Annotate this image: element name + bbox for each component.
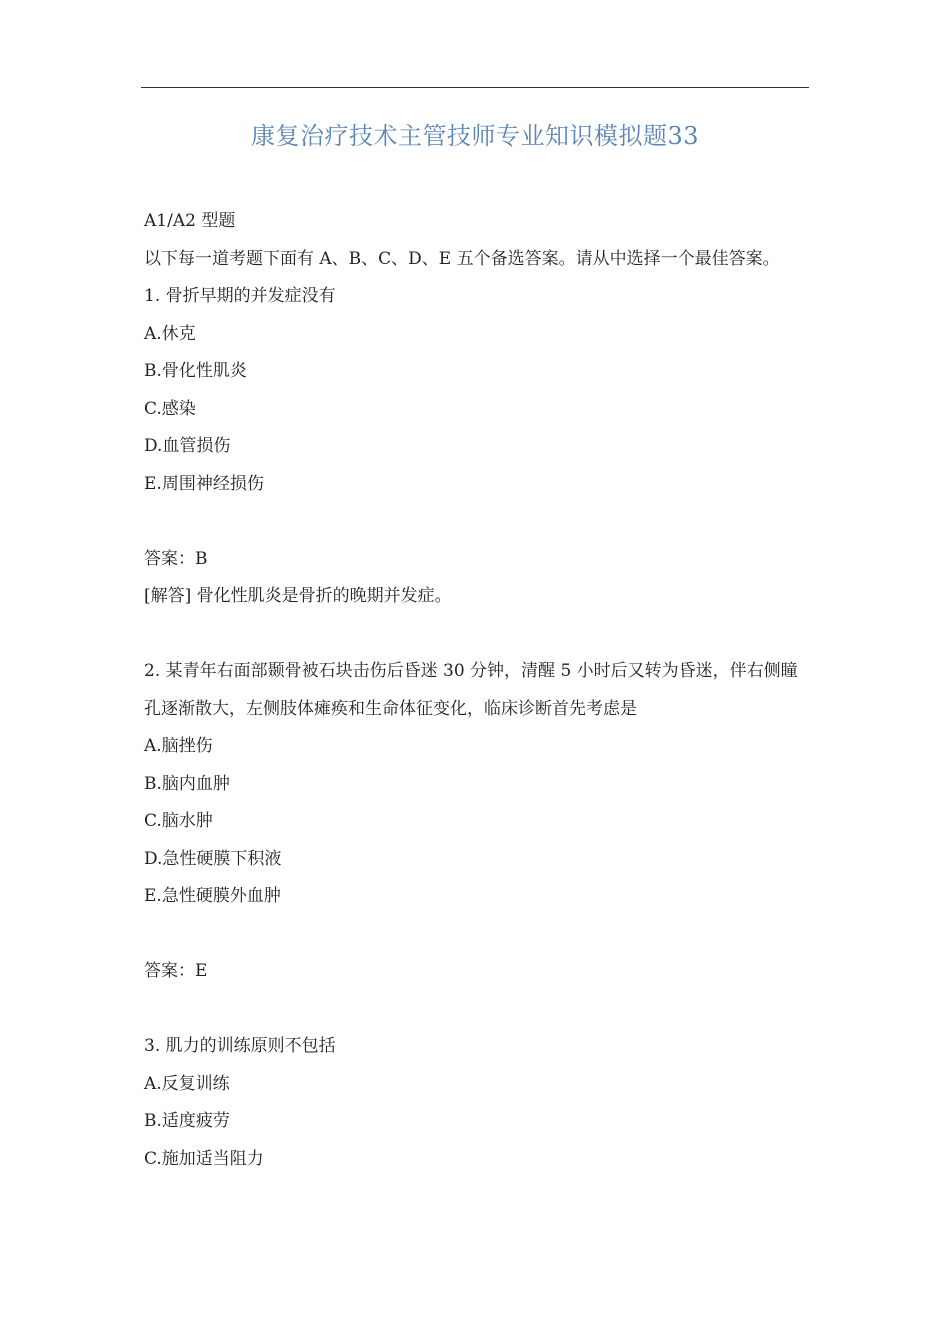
question-stem: 1. 骨折早期的并发症没有 xyxy=(144,286,336,306)
option-b: B.脑内血肿 xyxy=(144,773,230,794)
option-e: E.急性硬膜外血肿 xyxy=(144,886,281,906)
spacer xyxy=(144,916,810,954)
option-a: A.脑挫伤 xyxy=(144,736,213,756)
option-b: B.骨化性肌炎 xyxy=(144,361,247,381)
spacer xyxy=(144,503,810,541)
question-block xyxy=(144,278,810,653)
header-rule xyxy=(141,87,809,88)
explanation-text: [解答] 骨化性肌炎是骨折的晚期并发症。 xyxy=(144,586,452,606)
option-c: C.脑水肿 xyxy=(144,811,213,831)
option-c: C.感染 xyxy=(144,398,196,419)
page-title: 康复治疗技术主管技师专业知识模拟题33 xyxy=(250,122,700,150)
spacer xyxy=(144,991,810,1029)
question-block xyxy=(144,1028,810,1178)
option-e: E.周围神经损伤 xyxy=(144,473,264,494)
option-a: A.反复训练 xyxy=(144,1073,230,1094)
question-block xyxy=(144,653,810,1028)
question-stem: 2. 某青年右面部颞骨被石块击伤后昏迷 30 分钟，清醒 5 小时后又转为昏迷，伴右侧瞳孔逐渐散大，左侧肢体瘫痪和生命体征变化，临床诊断首先考虑是 xyxy=(144,661,798,719)
spacer xyxy=(144,616,810,654)
option-d: D.急性硬膜下积液 xyxy=(144,848,282,869)
instructions-text: 以下每一道考题下面有 A、B、C、D、E 五个备选答案。请从中选择一个最佳答案。 xyxy=(144,248,780,269)
answer-text: 答案：E xyxy=(144,961,208,981)
section-heading: A1/A2 型题 xyxy=(144,211,236,231)
option-a: A.休克 xyxy=(144,323,196,344)
option-b: B.适度疲劳 xyxy=(144,1111,230,1131)
answer-text: 答案：B xyxy=(144,548,208,569)
option-d: D.血管损伤 xyxy=(144,436,231,456)
question-stem: 3. 肌力的训练原则不包括 xyxy=(144,1036,336,1056)
option-c: C.施加适当阻力 xyxy=(144,1148,264,1169)
document-body xyxy=(144,203,810,1178)
